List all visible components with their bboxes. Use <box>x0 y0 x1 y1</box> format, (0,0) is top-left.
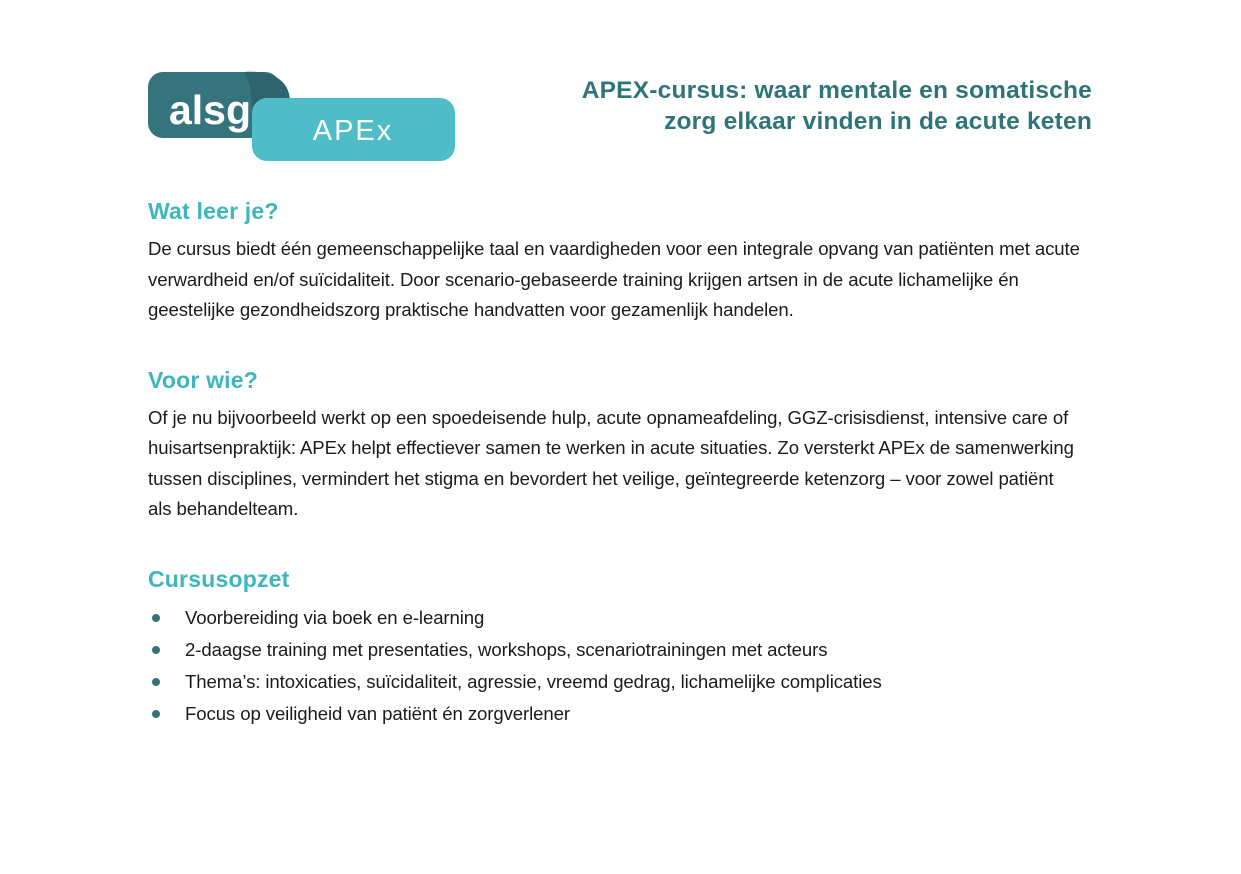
section-paragraph: De cursus biedt één gemeenschappelijke taal en vaardigheden voor een integrale opvang van patiënten met acute verwardheid en/of suïcidaliteit. Door scenario-gebaseerde training krijgen artsen in de acute lichamelijke én geestelijke gezondheidszorg praktische handvatten voor gezamenlijk handelen. <box>148 238 1080 320</box>
list-item <box>148 666 1082 698</box>
page-title-line1: APEX-cursus: waar mentale en somatische <box>581 77 1092 104</box>
list-item-text: Focus op veiligheid van patiënt én zorgverlener <box>185 702 570 724</box>
content-area <box>148 197 1082 730</box>
alsg-wordmark: alsg <box>168 87 252 133</box>
list-item <box>148 698 1082 730</box>
bullet-icon <box>152 646 160 654</box>
bullet-icon <box>152 614 160 622</box>
section-heading: Voor wie? <box>148 366 258 393</box>
section-paragraph: Of je nu bijvoorbeeld werkt op een spoedeisende hulp, acute opnameafdeling, GGZ-crisisdienst, intensive care of huisartsenpraktijk: APEx helpt effectiever samen te werken in acute situaties. Zo versterkt APEx de samenwerking tussen disciplines, vermindert het stigma en bevordert het veilige, geïntegreerde ketenzorg – voor zowel patiënt als behandelteam. <box>148 406 1074 519</box>
course-setup-list <box>148 602 1082 730</box>
section-heading: Cursusopzet <box>148 565 290 592</box>
list-item <box>148 634 1082 666</box>
alsg-apex-logo <box>148 68 458 164</box>
list-item-text: Thema’s: intoxicaties, suïcidaliteit, agressie, vreemd gedrag, lichamelijke complicaties <box>185 670 882 692</box>
section-cursusopzet <box>148 565 1082 730</box>
section-voor-wie <box>148 366 1082 525</box>
bullet-icon <box>152 710 160 718</box>
bullet-icon <box>152 678 160 686</box>
page-title-line2: zorg elkaar vinden in de acute keten <box>664 108 1092 135</box>
section-wat-leer-je <box>148 197 1082 326</box>
apex-ribbon-label: APEx <box>312 115 394 147</box>
alsg-apex-logo-graphic <box>148 68 458 164</box>
page-title <box>452 75 1092 137</box>
list-item-text: Voorbereiding via boek en e-learning <box>185 606 485 628</box>
list-item-text: 2-daagse training met presentaties, workshops, scenariotrainingen met acteurs <box>185 638 828 660</box>
section-heading: Wat leer je? <box>148 198 279 224</box>
list-item <box>148 602 1082 634</box>
